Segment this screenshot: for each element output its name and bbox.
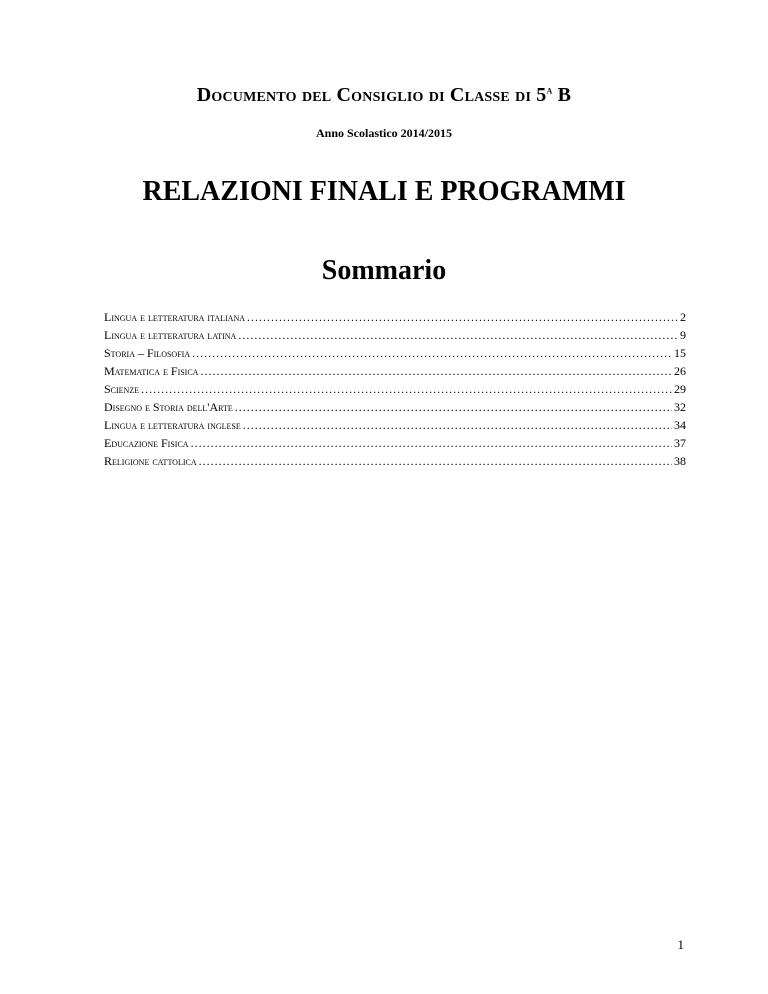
document-title (0, 84, 768, 107)
toc-heading: Sommario (321, 255, 447, 286)
toc-leader-dots (192, 346, 672, 361)
toc-entry-inglese[interactable] (104, 418, 686, 436)
toc-entry-label: Lingua e letteratura italiana (104, 310, 245, 324)
toc-entry-page: 15 (674, 346, 686, 360)
document-title-class: B (552, 84, 572, 106)
toc-leader-dots (199, 454, 672, 469)
toc-entry-label: Disegno e Storia dell'Arte (104, 400, 233, 414)
toc-entry-scienze[interactable] (104, 382, 686, 400)
toc-entry-page: 38 (674, 454, 686, 468)
page-number: 1 (677, 937, 684, 952)
document-title-superscript: a (546, 82, 553, 97)
toc-entry-page: 9 (680, 328, 686, 342)
toc-leader-dots (235, 400, 672, 415)
toc-entry-matematica-fisica[interactable] (104, 364, 686, 382)
toc-entry-page: 32 (674, 400, 686, 414)
document-title-text: Documento del Consiglio di Classe di 5 (196, 84, 547, 106)
toc-entry-label: Matematica e Fisica (104, 364, 199, 378)
toc-leader-dots (200, 364, 672, 379)
main-heading: RELAZIONI FINALI E PROGRAMMI (142, 176, 626, 207)
toc-entry-label: Lingua e letteratura latina (104, 328, 237, 342)
school-year: Anno Scolastico 2014/2015 (315, 126, 452, 140)
toc-entry-storia-filosofia[interactable] (104, 346, 686, 364)
toc-leader-dots (191, 436, 672, 451)
toc-entry-label: Religione cattolica (104, 454, 197, 468)
table-of-contents (104, 310, 686, 472)
toc-leader-dots (238, 328, 678, 343)
toc-entry-label: Educazione Fisica (104, 436, 189, 450)
toc-leader-dots (247, 310, 678, 325)
toc-entry-page: 37 (674, 436, 686, 450)
toc-entry-latino[interactable] (104, 328, 686, 346)
toc-entry-religione[interactable] (104, 454, 686, 472)
toc-entry-page: 26 (674, 364, 686, 378)
toc-entry-label: Lingua e letteratura inglese (104, 418, 241, 432)
toc-entry-page: 34 (674, 418, 686, 432)
toc-entry-label: Storia – Filosofia (104, 346, 191, 360)
toc-entry-page: 29 (674, 382, 686, 396)
toc-entry-label: Scienze (104, 382, 140, 396)
toc-entry-page: 2 (680, 310, 686, 324)
toc-leader-dots (243, 418, 672, 433)
toc-entry-disegno-arte[interactable] (104, 400, 686, 418)
toc-entry-italiano[interactable] (104, 310, 686, 328)
toc-entry-educazione-fisica[interactable] (104, 436, 686, 454)
toc-leader-dots (141, 382, 672, 397)
